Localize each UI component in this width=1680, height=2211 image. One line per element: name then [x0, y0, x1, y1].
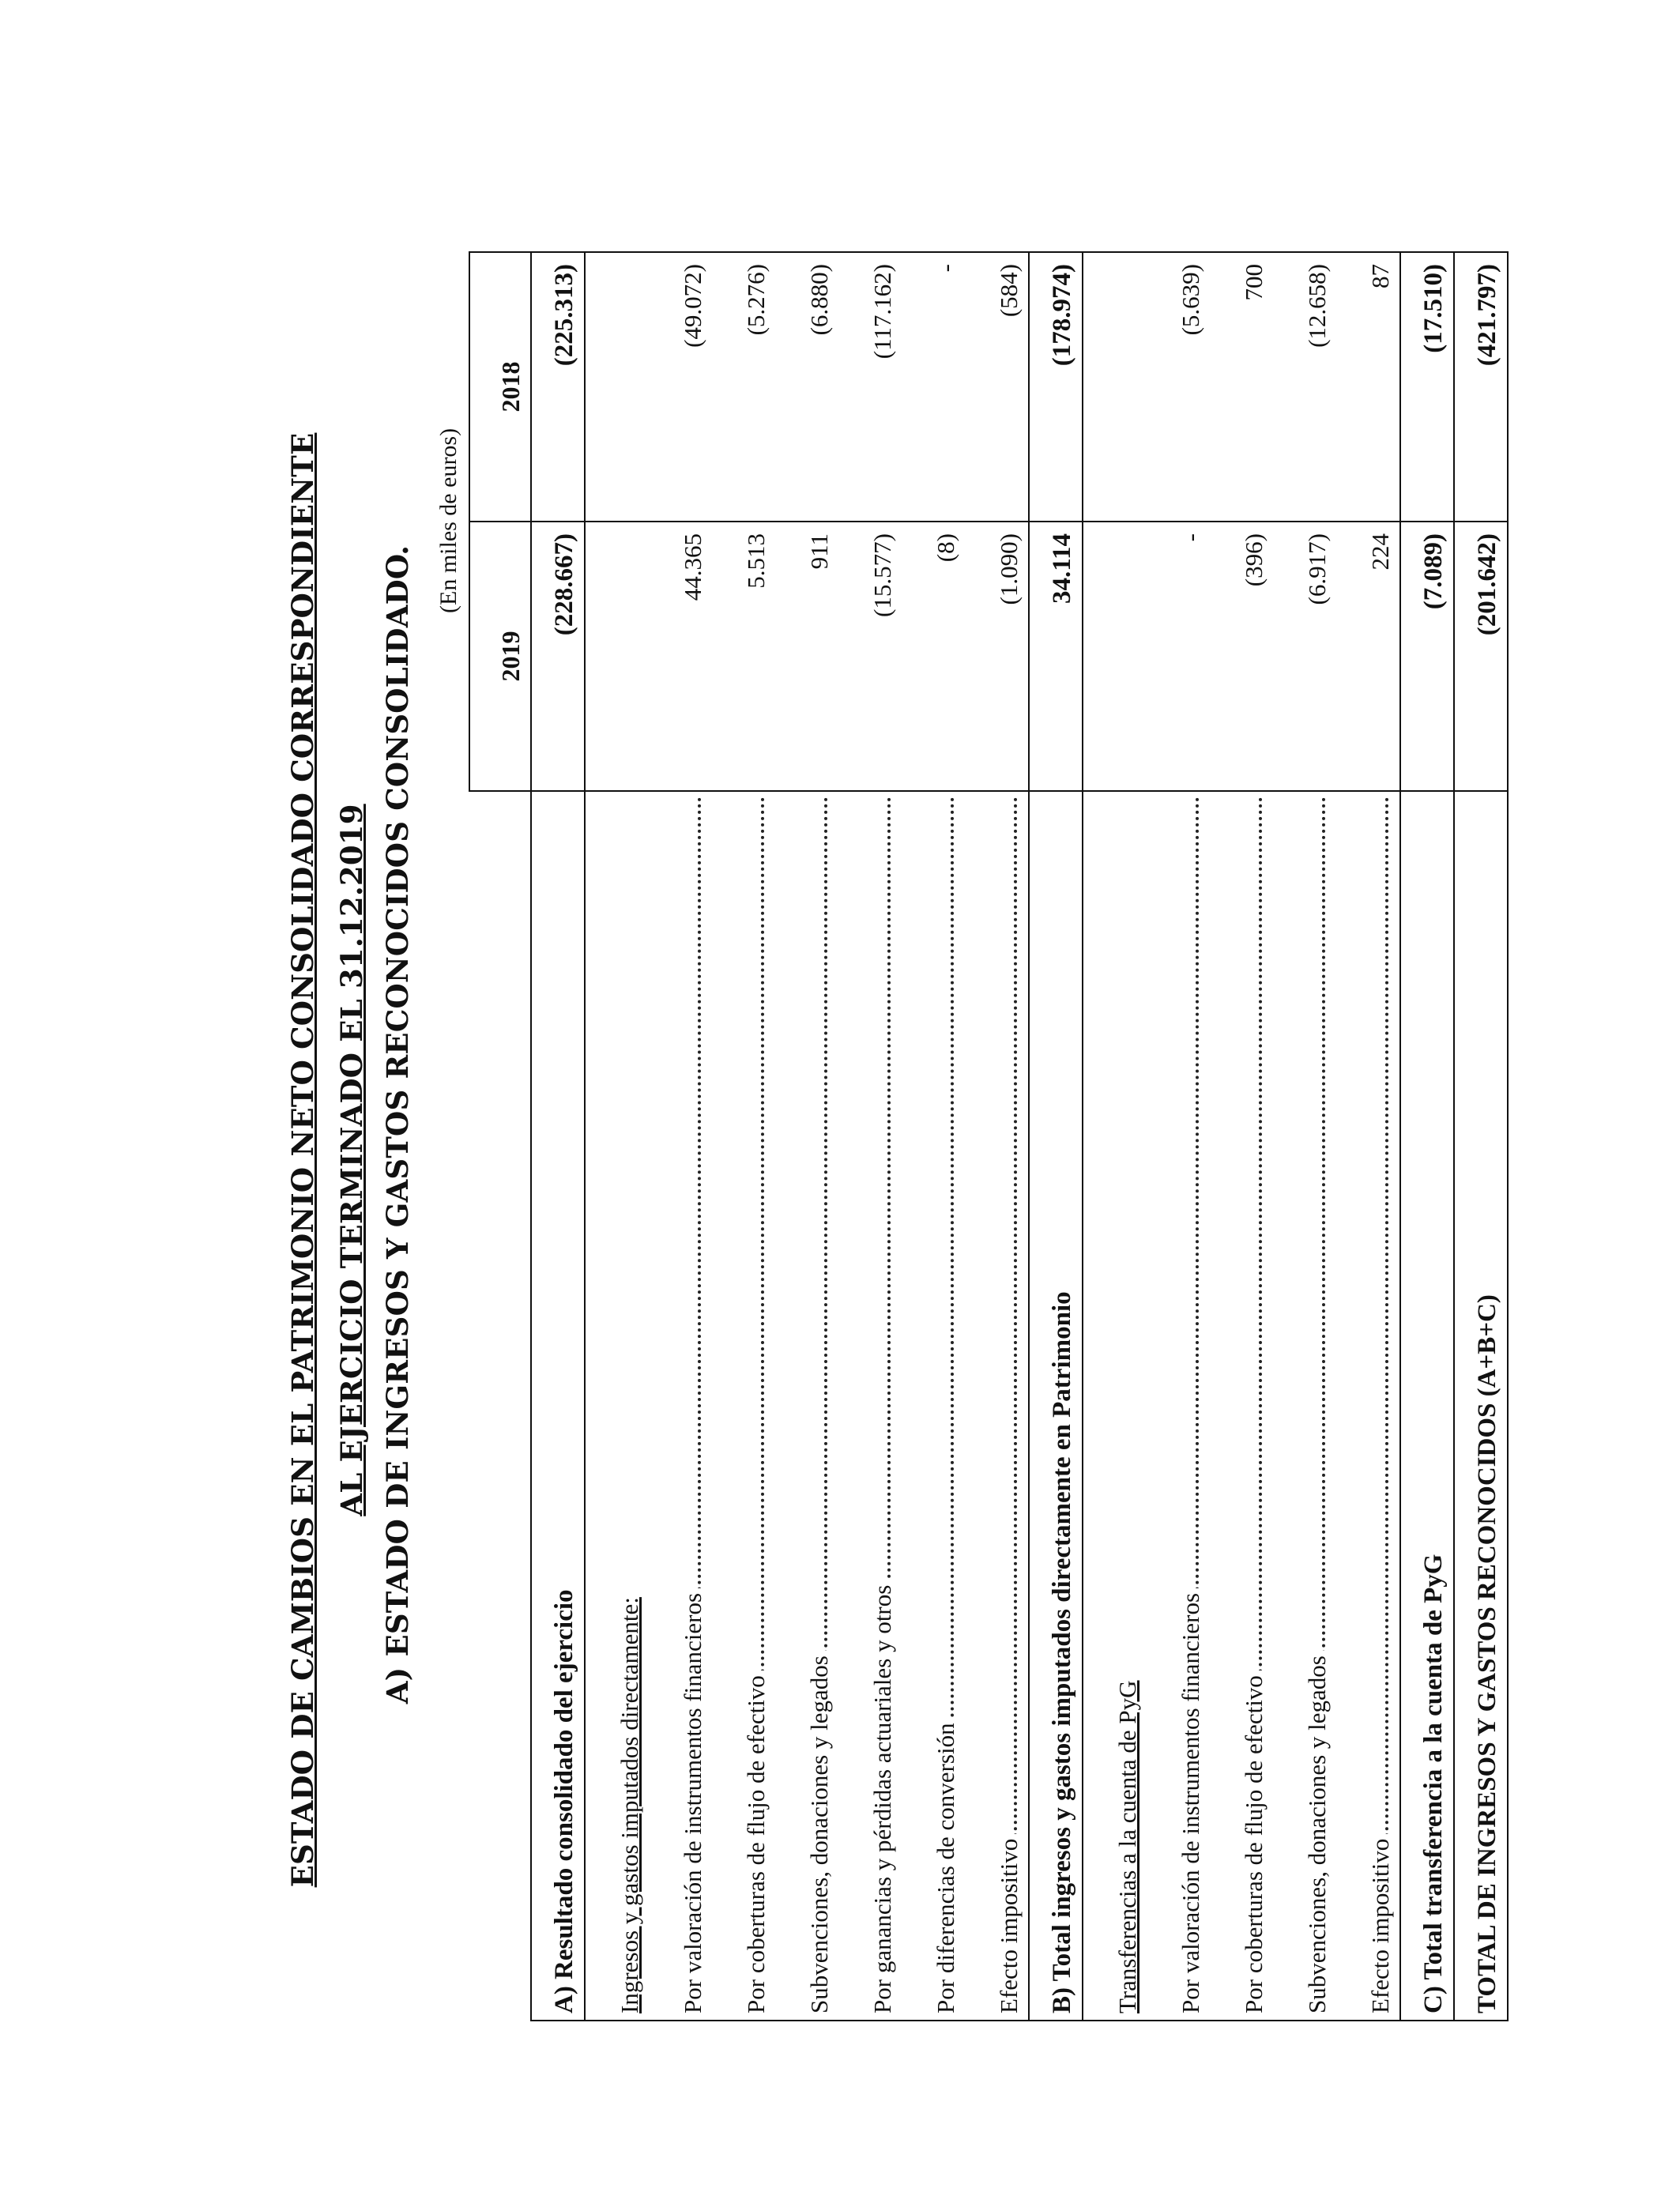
- row-label-text: Por diferencias de conversión: [932, 1718, 959, 2013]
- row-value-2018: (5.276): [712, 252, 775, 522]
- header-2019: 2019: [469, 522, 531, 791]
- row-value-2018: (12.658): [1273, 252, 1336, 522]
- row-label: C) Total transferencia a la cuenta de PyG: [1400, 791, 1454, 2021]
- row-value-2018: (17.510): [1400, 252, 1454, 522]
- row-label-text: Por coberturas de flujo de efectivo: [742, 1670, 770, 2013]
- row-label-text: Por ganancias y pérdidas actuariales y otros: [868, 1580, 896, 2013]
- units-note: (En miles de euros): [435, 428, 461, 613]
- row-label-text: Por valoración de instrumentos financieros: [679, 1588, 706, 2013]
- table-row: [649, 252, 712, 2021]
- row-label: [1147, 791, 1210, 2021]
- row-value-2019: [1083, 522, 1147, 791]
- row-label-text: Subvenciones, donaciones y legados: [805, 1651, 833, 2013]
- row-value-2019: (1.090): [965, 522, 1029, 791]
- row-value-2019: 5.513: [712, 522, 775, 791]
- row-label: B) Total ingresos y gastos imputados directamente en Patrimonio: [1029, 791, 1083, 2021]
- row-label: [585, 791, 649, 2021]
- row-label-text: Subvenciones, donaciones y legados: [1303, 1651, 1331, 2013]
- row-label: [838, 791, 902, 2021]
- row-value-2018: (5.639): [1147, 252, 1210, 522]
- row-value-2018: (178.974): [1029, 252, 1083, 522]
- row-value-2019: (228.667): [531, 522, 585, 791]
- statement-table: [469, 251, 1509, 2021]
- title-block: [145, 109, 461, 2085]
- table-row: [838, 252, 902, 2021]
- table-row: [531, 252, 585, 2021]
- header-2018: 2018: [469, 252, 531, 522]
- row-value-2018: [1083, 252, 1147, 522]
- title-line-2: AL EJERCICIO TERMINADO EL 31.12.2019: [334, 804, 369, 1516]
- row-value-2019: 44.365: [649, 522, 712, 791]
- table-row: [712, 252, 775, 2021]
- row-value-2018: (225.313): [531, 252, 585, 522]
- row-value-2018: 700: [1210, 252, 1273, 522]
- row-value-2018: (584): [965, 252, 1029, 522]
- row-label-text: Efecto impositivo: [1366, 1834, 1394, 2013]
- row-label: [965, 791, 1029, 2021]
- row-value-2019: -: [1147, 522, 1210, 791]
- row-label: [649, 791, 712, 2021]
- row-label: [902, 791, 965, 2021]
- table-row: [965, 252, 1029, 2021]
- rotated-page: [145, 109, 1535, 2085]
- table-row: [1210, 252, 1273, 2021]
- table-row: [775, 252, 838, 2021]
- row-label: [1083, 791, 1147, 2021]
- title-line-1: ESTADO DE CAMBIOS EN EL PATRIMONIO NETO CONSOLIDADO CORRESPONDIENTE: [285, 432, 320, 1888]
- row-label: A) Resultado consolidado del ejercicio: [531, 791, 585, 2021]
- table-row: [1273, 252, 1336, 2021]
- table-row: [902, 252, 965, 2021]
- row-value-2019: (8): [902, 522, 965, 791]
- table-row: [1147, 252, 1210, 2021]
- row-label-text: Por valoración de instrumentos financieros: [1177, 1588, 1204, 2013]
- row-value-2018: -: [902, 252, 965, 522]
- row-label: [1273, 791, 1336, 2021]
- row-label-text: Por coberturas de flujo de efectivo: [1240, 1670, 1268, 2013]
- row-value-2018: 87: [1336, 252, 1400, 522]
- row-value-2019: (15.577): [838, 522, 902, 791]
- row-label: [775, 791, 838, 2021]
- table-row: [1336, 252, 1400, 2021]
- row-value-2019: (396): [1210, 522, 1273, 791]
- row-value-2018: (117.162): [838, 252, 902, 522]
- table-row: [585, 252, 649, 2021]
- table-header-row: [469, 252, 531, 2021]
- row-label: TOTAL DE INGRESOS Y GASTOS RECONOCIDOS (A+B+C): [1454, 791, 1508, 2021]
- table-row: [1029, 252, 1083, 2021]
- row-value-2019: 911: [775, 522, 838, 791]
- row-value-2019: [585, 522, 649, 791]
- table-row: [1083, 252, 1147, 2021]
- table-row: [1454, 252, 1508, 2021]
- row-label-text: Efecto impositivo: [995, 1834, 1023, 2013]
- table-row: [1400, 252, 1454, 2021]
- row-value-2018: (421.797): [1454, 252, 1508, 522]
- row-value-2018: (6.880): [775, 252, 838, 522]
- row-value-2019: 34.114: [1029, 522, 1083, 791]
- section-subheading: Transferencias a la cuenta de PyG: [1113, 1680, 1141, 2013]
- header-blank: [469, 791, 531, 2021]
- row-label: [1336, 791, 1400, 2021]
- row-value-2019: 224: [1336, 522, 1400, 791]
- row-value-2018: [585, 252, 649, 522]
- row-value-2019: (7.089): [1400, 522, 1454, 791]
- row-value-2018: (49.072): [649, 252, 712, 522]
- row-label: [712, 791, 775, 2021]
- row-label: [1210, 791, 1273, 2021]
- row-value-2019: (6.917): [1273, 522, 1336, 791]
- row-value-2019: (201.642): [1454, 522, 1508, 791]
- title-line-3: A) ESTADO DE INGRESOS Y GASTOS RECONOCIDOS CONSOLIDADO.: [380, 544, 415, 1704]
- section-subheading: Ingresos y gastos imputados directamente:: [616, 1597, 643, 2013]
